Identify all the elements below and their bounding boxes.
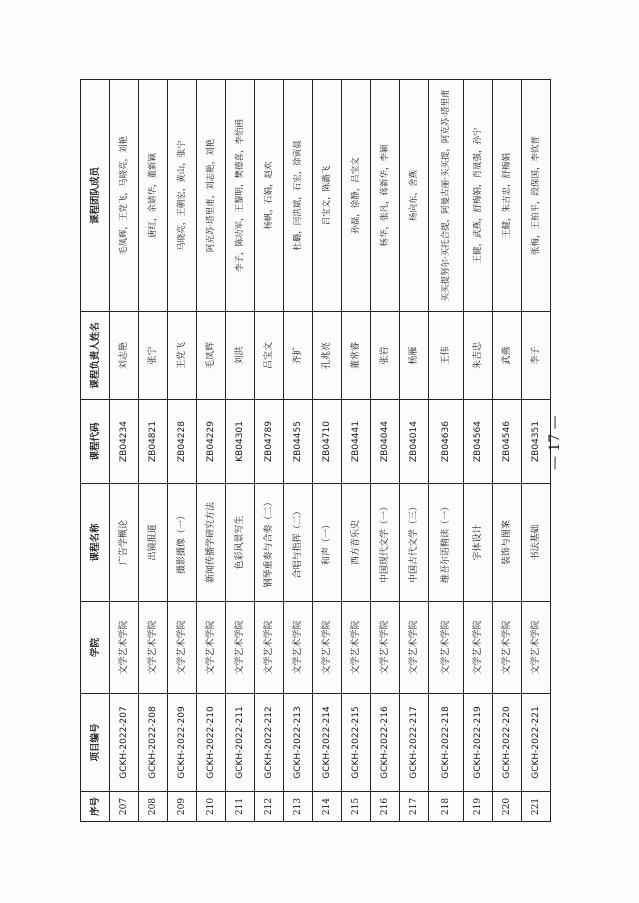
table-row (110, 80, 139, 822)
cell-school: 文学艺术学院 (464, 602, 493, 694)
header-leader: 课程负责人姓名 (81, 312, 110, 400)
table-row (371, 80, 400, 822)
table-row (226, 80, 255, 822)
cell-team: 毛凤辉，王党飞，马晓亮，刘艳 (110, 80, 139, 312)
cell-project-id: GCKH-2022-208 (139, 694, 168, 792)
cell-leader: 张岩 (371, 312, 400, 400)
cell-school: 文学艺术学院 (110, 602, 139, 694)
cell-seq: 210 (197, 792, 226, 822)
cell-course-code: ZB04229 (197, 400, 226, 484)
page-number-text: — 17 — (547, 415, 563, 470)
header-course-name: 课程名称 (81, 484, 110, 602)
cell-team: 买买提努尔·买托合提，阿曼古丽·买买提，阿克苏·塔里甫 (429, 80, 464, 312)
cell-school: 文学艺术学院 (342, 602, 371, 694)
cell-course-code: ZB04636 (429, 400, 464, 484)
cell-project-id: GCKH-2022-221 (522, 694, 551, 792)
cell-project-id: GCKH-2022-218 (429, 694, 464, 792)
header-team: 课程团队成员 (81, 80, 110, 312)
cell-project-id: GCKH-2022-217 (400, 694, 429, 792)
cell-leader: 王党飞 (168, 312, 197, 400)
table-row (400, 80, 429, 822)
cell-project-id: GCKH-2022-210 (197, 694, 226, 792)
cell-seq: 220 (493, 792, 522, 822)
cell-course-code: ZB04564 (464, 400, 493, 484)
cell-seq: 217 (400, 792, 429, 822)
cell-school: 文学艺术学院 (255, 602, 284, 694)
cell-school: 文学艺术学院 (284, 602, 313, 694)
cell-leader: 张宁 (139, 312, 168, 400)
cell-seq: 218 (429, 792, 464, 822)
cell-leader: 董常睿 (342, 312, 371, 400)
cell-team: 张梅，王柏平，段保国，李钦普 (522, 80, 551, 312)
cell-seq: 212 (255, 792, 284, 822)
cell-course-code: ZB04455 (284, 400, 313, 484)
cell-school: 文学艺术学院 (429, 602, 464, 694)
cell-course-name: 钢琴重奏与合奏（二） (255, 484, 284, 602)
cell-leader: 毛凤辉 (197, 312, 226, 400)
cell-school: 文学艺术学院 (226, 602, 255, 694)
cell-team: 阿克苏·塔里甫，刘志艳，刘艳 (197, 80, 226, 312)
cell-seq: 211 (226, 792, 255, 822)
table-row (197, 80, 226, 822)
cell-school: 文学艺术学院 (197, 602, 226, 694)
cell-team: 杨帆，石娟，赵欢 (255, 80, 284, 312)
cell-leader: 王伟 (429, 312, 464, 400)
cell-course-code: ZB04441 (342, 400, 371, 484)
cell-course-code: ZB04228 (168, 400, 197, 484)
cell-school: 文学艺术学院 (400, 602, 429, 694)
cell-project-id: GCKH-2022-207 (110, 694, 139, 792)
table-row (342, 80, 371, 822)
cell-team: 唐红，余婧华，董新颖 (139, 80, 168, 312)
cell-course-name: 中国古代文学（三） (400, 484, 429, 602)
cell-course-name: 和声（一） (313, 484, 342, 602)
cell-course-name: 新闻传播学研究方法 (197, 484, 226, 602)
header-project-id: 项目编号 (81, 694, 110, 792)
cell-leader: 杨雁 (400, 312, 429, 400)
cell-course-code: KB04301 (226, 400, 255, 484)
cell-course-name: 摄影摄像（一） (168, 484, 197, 602)
course-table (80, 79, 551, 822)
cell-course-name: 西方音乐史 (342, 484, 371, 602)
cell-team: 杜璐，闫洪斌，石宏，徐寅晨 (284, 80, 313, 312)
cell-team: 杨华，张凡，蒋新华，李颖 (371, 80, 400, 312)
cell-seq: 219 (464, 792, 493, 822)
cell-seq: 221 (522, 792, 551, 822)
cell-school: 文学艺术学院 (313, 602, 342, 694)
rotated-table-container (80, 80, 544, 822)
cell-course-name: 字体设计 (464, 484, 493, 602)
cell-course-name: 色彩风景写生 (226, 484, 255, 602)
cell-project-id: GCKH-2022-213 (284, 694, 313, 792)
cell-seq: 215 (342, 792, 371, 822)
table-header (81, 80, 110, 822)
cell-seq: 209 (168, 792, 197, 822)
cell-course-code: ZB04014 (400, 400, 429, 484)
cell-course-code: ZB04789 (255, 400, 284, 484)
cell-school: 文学艺术学院 (522, 602, 551, 694)
cell-course-name: 出镜报道 (139, 484, 168, 602)
table-row (139, 80, 168, 822)
cell-leader: 武燕 (493, 312, 522, 400)
cell-seq: 214 (313, 792, 342, 822)
cell-team: 吕宝文，陈潞飞 (313, 80, 342, 312)
cell-course-name: 装饰与图案 (493, 484, 522, 602)
table-row (313, 80, 342, 822)
cell-team: 马晓亮，王朝宏，黄山，张宁 (168, 80, 197, 312)
cell-school: 文学艺术学院 (168, 602, 197, 694)
cell-leader: 朱吉忠 (464, 312, 493, 400)
cell-project-id: GCKH-2022-214 (313, 694, 342, 792)
cell-project-id: GCKH-2022-209 (168, 694, 197, 792)
cell-course-name: 广告学概论 (110, 484, 139, 602)
cell-team: 孙磊，徐静，吕宝文 (342, 80, 371, 312)
cell-project-id: GCKH-2022-211 (226, 694, 255, 792)
cell-seq: 207 (110, 792, 139, 822)
cell-seq: 216 (371, 792, 400, 822)
cell-project-id: GCKH-2022-216 (371, 694, 400, 792)
cell-course-name: 维吾尔语精读（一） (429, 484, 464, 602)
cell-leader: 刘志艳 (110, 312, 139, 400)
cell-project-id: GCKH-2022-220 (493, 694, 522, 792)
cell-leader: 李子 (522, 312, 551, 400)
cell-school: 文学艺术学院 (371, 602, 400, 694)
cell-course-name: 合唱与指挥（二） (284, 484, 313, 602)
table-row (429, 80, 464, 822)
cell-seq: 213 (284, 792, 313, 822)
cell-leader: 孔兆亮 (313, 312, 342, 400)
cell-course-code: ZB04044 (371, 400, 400, 484)
cell-team: 李子，陈功军，王黎明，樊德喜，李怡函 (226, 80, 255, 312)
table-row (464, 80, 493, 822)
cell-team: 杨向东，舍燕 (400, 80, 429, 312)
cell-team: 王健，武燕，舒梅娟，肖晟强，孙宁 (464, 80, 493, 312)
header-school: 学院 (81, 602, 110, 694)
table-row (255, 80, 284, 822)
cell-leader: 齐扩 (284, 312, 313, 400)
cell-project-id: GCKH-2022-212 (255, 694, 284, 792)
table-row (168, 80, 197, 822)
cell-course-name: 中国现代文学（一） (371, 484, 400, 602)
cell-course-name: 书法基础 (522, 484, 551, 602)
cell-team: 王健，朱吉忠，舒梅娟 (493, 80, 522, 312)
cell-leader: 刘洪 (226, 312, 255, 400)
header-course-code: 课程代码 (81, 400, 110, 484)
table-body (110, 80, 551, 822)
table-row (493, 80, 522, 822)
header-seq: 序号 (81, 792, 110, 822)
cell-course-code: ZB04546 (493, 400, 522, 484)
cell-course-code: ZB04710 (313, 400, 342, 484)
cell-project-id: GCKH-2022-219 (464, 694, 493, 792)
cell-course-code: ZB04351 (522, 400, 551, 484)
cell-project-id: GCKH-2022-215 (342, 694, 371, 792)
cell-course-code: ZB04821 (139, 400, 168, 484)
cell-school: 文学艺术学院 (139, 602, 168, 694)
cell-course-code: ZB04234 (110, 400, 139, 484)
cell-leader: 吕宝文 (255, 312, 284, 400)
cell-seq: 208 (139, 792, 168, 822)
table-row (284, 80, 313, 822)
cell-school: 文学艺术学院 (493, 602, 522, 694)
